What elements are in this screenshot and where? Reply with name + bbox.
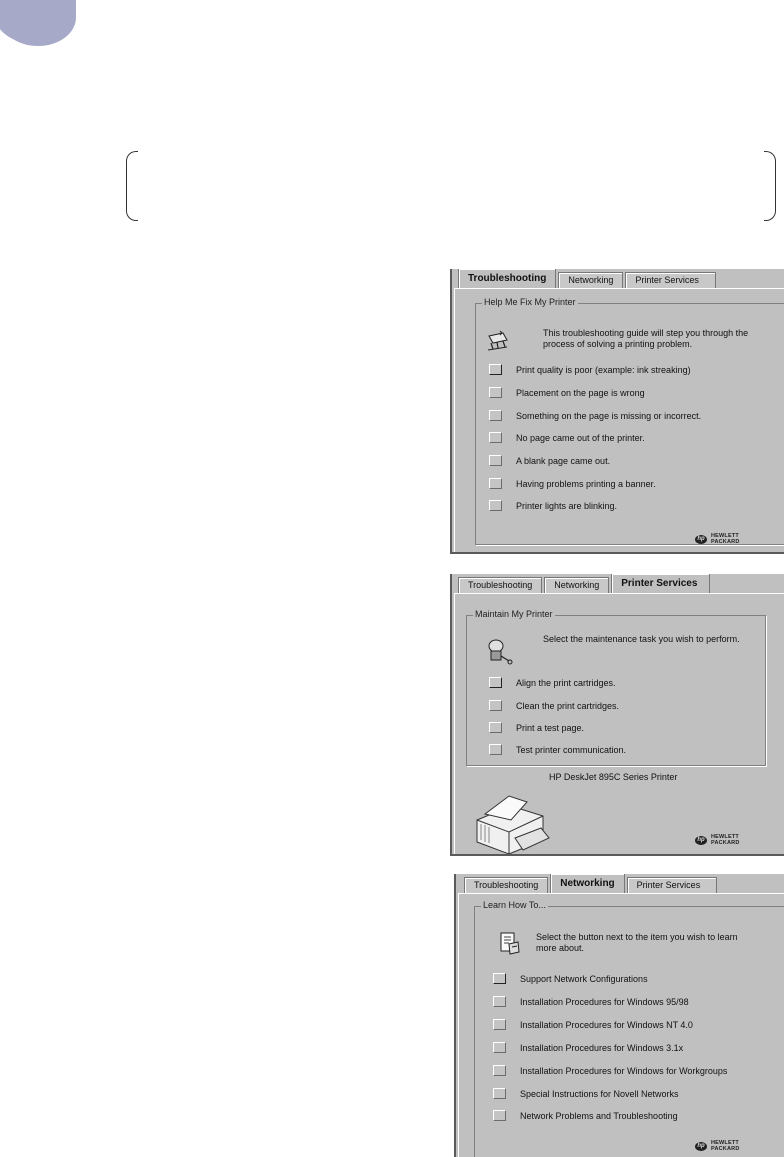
printer-problem-icon	[485, 328, 511, 354]
option-button[interactable]	[489, 455, 502, 466]
hp-logo-text: HEWLETT PACKARD	[711, 533, 740, 545]
tab-troubleshooting[interactable]: Troubleshooting	[458, 269, 556, 288]
list-item	[489, 432, 645, 443]
list-item	[489, 410, 701, 421]
option-label: Installation Procedures for Windows 95/98	[520, 996, 689, 1007]
tab-networking[interactable]: Networking	[544, 577, 609, 593]
hp-logo	[695, 533, 740, 545]
option-button[interactable]	[493, 1088, 506, 1099]
option-button[interactable]	[489, 500, 502, 511]
hp-logo-text: HEWLETT PACKARD	[711, 834, 740, 846]
note-box-right-bracket	[764, 151, 776, 221]
option-label: Installation Procedures for Windows for Workgroups	[520, 1065, 728, 1076]
option-button[interactable]	[489, 744, 502, 755]
option-button[interactable]	[493, 996, 506, 1007]
printer-services-dialog	[450, 574, 784, 856]
intro-text: This troubleshooting guide will step you through the process of solving a printing problem.	[543, 328, 749, 349]
option-button[interactable]	[489, 387, 502, 398]
group-title: Maintain My Printer	[475, 609, 553, 619]
option-button[interactable]	[489, 700, 502, 711]
option-label: Network Problems and Troubleshooting	[520, 1110, 678, 1121]
option-label: No page came out of the printer.	[516, 432, 645, 443]
option-label: Support Network Configurations	[520, 973, 648, 984]
option-label: Print quality is poor (example: ink streaking)	[516, 364, 691, 375]
page-number-badge	[0, 0, 76, 46]
option-button[interactable]	[493, 1042, 506, 1053]
list-item	[489, 700, 619, 711]
network-document-icon	[497, 930, 523, 956]
option-button[interactable]	[493, 1110, 506, 1121]
option-label: Installation Procedures for Windows NT 4.0	[520, 1019, 693, 1030]
intro-text: Select the maintenance task you wish to perform.	[543, 634, 740, 644]
option-label: Test printer communication.	[516, 744, 627, 755]
option-label: Printer lights are blinking.	[516, 500, 618, 511]
tab-troubleshooting[interactable]: Troubleshooting	[458, 577, 542, 593]
option-label: Print a test page.	[516, 722, 585, 733]
option-button[interactable]	[493, 973, 506, 984]
option-button[interactable]	[489, 677, 502, 688]
hp-logo	[695, 1140, 740, 1152]
option-button[interactable]	[493, 1019, 506, 1030]
printer-model-caption: HP DeskJet 895C Series Printer	[549, 772, 678, 782]
list-item	[493, 1088, 679, 1099]
list-item	[489, 455, 610, 466]
list-item	[493, 1110, 678, 1121]
tab-networking[interactable]: Networking	[550, 874, 624, 893]
tab-troubleshooting[interactable]: Troubleshooting	[464, 877, 548, 893]
tab-panel	[454, 288, 784, 552]
troubleshooting-dialog	[450, 269, 784, 554]
maintenance-tools-icon	[485, 635, 513, 665]
list-item	[489, 677, 616, 688]
option-label: A blank page came out.	[516, 455, 611, 466]
tab-printer-services[interactable]: Printer Services	[611, 574, 710, 593]
dialog-tabs	[458, 574, 712, 593]
list-item	[489, 500, 617, 511]
list-item	[493, 1065, 727, 1076]
group-title: Help Me Fix My Printer	[484, 297, 576, 307]
option-button[interactable]	[489, 432, 502, 443]
list-item	[489, 364, 691, 375]
hp-logo-mark: hp	[695, 1142, 707, 1151]
option-label: Clean the print cartridges.	[516, 700, 620, 711]
hp-logo	[695, 834, 740, 846]
option-label: Something on the page is missing or incorrect.	[516, 410, 702, 421]
option-button[interactable]	[489, 410, 502, 421]
dialog-tabs	[458, 269, 718, 288]
list-item	[489, 744, 626, 755]
option-label: Installation Procedures for Windows 3.1x	[520, 1042, 684, 1053]
list-item	[489, 387, 645, 398]
tab-panel	[458, 893, 784, 1157]
option-label: Placement on the page is wrong	[516, 387, 645, 398]
list-item	[489, 478, 656, 489]
list-item	[493, 1019, 693, 1030]
option-button[interactable]	[489, 722, 502, 733]
note-box-left-bracket	[126, 151, 138, 221]
networking-dialog	[454, 874, 784, 1157]
tab-printer-services[interactable]: Printer Services	[627, 877, 718, 893]
group-title: Learn How To...	[483, 900, 546, 910]
list-item	[493, 996, 689, 1007]
intro-text: Select the button next to the item you wish to learn more about.	[536, 932, 738, 953]
option-button[interactable]	[493, 1065, 506, 1076]
hp-logo-mark: hp	[695, 535, 707, 544]
option-label: Special Instructions for Novell Networks	[520, 1088, 679, 1099]
tab-networking[interactable]: Networking	[558, 272, 623, 288]
option-button[interactable]	[489, 478, 502, 489]
option-button[interactable]	[489, 364, 502, 375]
tab-printer-services[interactable]: Printer Services	[625, 272, 716, 288]
hp-logo-mark: hp	[695, 836, 707, 845]
dialog-tabs	[464, 874, 719, 893]
option-label: Having problems printing a banner.	[516, 478, 656, 489]
list-item	[489, 722, 584, 733]
deskjet-printer-illustration	[471, 790, 551, 856]
list-item	[493, 973, 648, 984]
hp-logo-text: HEWLETT PACKARD	[711, 1140, 740, 1152]
tab-panel	[454, 593, 784, 854]
option-label: Align the print cartridges.	[516, 677, 616, 688]
list-item	[493, 1042, 683, 1053]
